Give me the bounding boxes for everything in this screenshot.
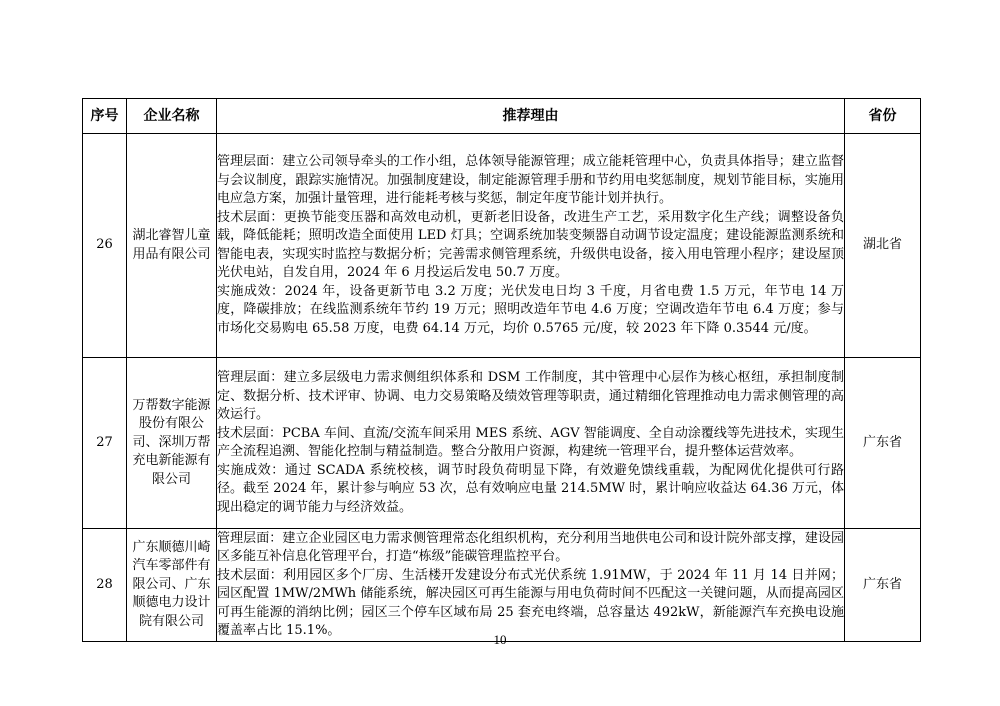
page-number: 10 bbox=[493, 632, 507, 647]
table-row bbox=[83, 358, 921, 529]
reason-technology: 技术层面：PCBA 车间、直流/交流车间采用 MES 系统、AGV 智能调度、全自动涂覆线等先进技术，实现生产全流程追溯、智能化控制与精益制造。整合分散用户资源，构建统一管理平台，提升整体运营效率。 bbox=[217, 425, 844, 459]
reason-results: 实施成效：通过 SCADA 系统校核，调节时段负荷明显下降，有效避免馈线重载，为配网优化提供可行路径。截至 2024 年，累计参与响应 53 次，总有效响应电量 214.5MW 时，累计响应收益达 64.36 万元，体现出稳定的调节能力与经济效益。 bbox=[217, 462, 844, 515]
province: 广东省 bbox=[845, 358, 921, 529]
recommendation-reason bbox=[217, 358, 845, 529]
reason-management: 管理层面：建立企业园区电力需求侧管理常态化组织机构，充分利用当地供电公司和设计院外部支撑，建设园区多能互补信息化管理平台，打造“栋级”能碳管理监控平台。 bbox=[217, 530, 844, 564]
reason-management: 管理层面：建立多层级电力需求侧组织体系和 DSM 工作制度，其中管理中心层作为核心枢纽，承担制度制定、数据分析、技术评审、协调、电力交易策略及绩效管理等职责，通过精细化管理推动电力需求侧管理的高效运行。 bbox=[217, 370, 844, 422]
company-name: 万帮数字能源股份有限公司、深圳万帮充电新能源有限公司 bbox=[127, 358, 217, 529]
reason-management: 管理层面：建立公司领导牵头的工作小组，总体领导能源管理；成立能耗管理中心，负责具体指导；建立监督与会议制度，跟踪实施情况。加强制度建设，制定能源管理手册和节约用电奖惩制度，规划节能目标，实施用电应急方案，加强计量管理，进行能耗考核与奖惩，制定年度节能计划并执行。 bbox=[217, 154, 844, 206]
reason-technology: 技术层面：更换节能变压器和高效电动机，更新老旧设备，改进生产工艺，采用数字化生产线；调整设备负载，降低能耗；照明改造全面使用 LED 灯具；空调系统加装变频器自动调节设定温度；建设能源监测系统和智能电表，实现实时监控与数据分析；完善需求侧管理系统，升级供电设备，接入用电管理小程序；建设屋顶光伏电站，自发自用，2024 年 6 月投运后发电 50.7 万度。 bbox=[217, 209, 844, 280]
company-name: 湖北睿智儿童用品有限公司 bbox=[127, 134, 217, 358]
recommendation-table bbox=[82, 98, 921, 642]
row-number: 26 bbox=[83, 134, 127, 358]
header-reason: 推荐理由 bbox=[217, 99, 845, 134]
row-number: 27 bbox=[83, 358, 127, 529]
header-num: 序号 bbox=[83, 99, 127, 134]
recommendation-reason bbox=[217, 134, 845, 358]
table-row bbox=[83, 529, 921, 642]
row-number: 28 bbox=[83, 529, 127, 642]
header-province: 省份 bbox=[845, 99, 921, 134]
province: 广东省 bbox=[845, 529, 921, 642]
reason-results: 实施成效：2024 年，设备更新节电 3.2 万度；光伏发电日均 3 千度，月省电费 1.5 万元，年节电 14 万度，降碳排放；在线监测系统年节约 19 万元；照明改造年节电 4.6 万度；空调改造年节电 6.4 万度；参与市场化交易购电 65.58 万度，电费 64.14 万元，均价 0.5765 元/度，较 2023 年下降 0.3544 元/度。 bbox=[217, 283, 844, 336]
reason-technology: 技术层面：利用园区多个厂房、生活楼开发建设分布式光伏系统 1.91MW，于 2024 年 11 月 14 日并网；园区配置 1MW/2MWh 储能系统，解决园区可再生能源与用电负荷时间不匹配这一关键问题，从而提高园区可再生能源的消纳比例；园区三个停车区域布局 25 套充电终端，总容量达 492kW，新能源汽车充换电设施覆盖率占比 15.1%。 bbox=[217, 567, 844, 638]
table-header-row bbox=[83, 99, 921, 134]
company-name: 广东顺德川崎汽车零部件有限公司、广东顺德电力设计院有限公司 bbox=[127, 529, 217, 642]
recommendation-reason bbox=[217, 529, 845, 642]
table-row bbox=[83, 134, 921, 358]
header-company-name: 企业名称 bbox=[127, 99, 217, 134]
province: 湖北省 bbox=[845, 134, 921, 358]
